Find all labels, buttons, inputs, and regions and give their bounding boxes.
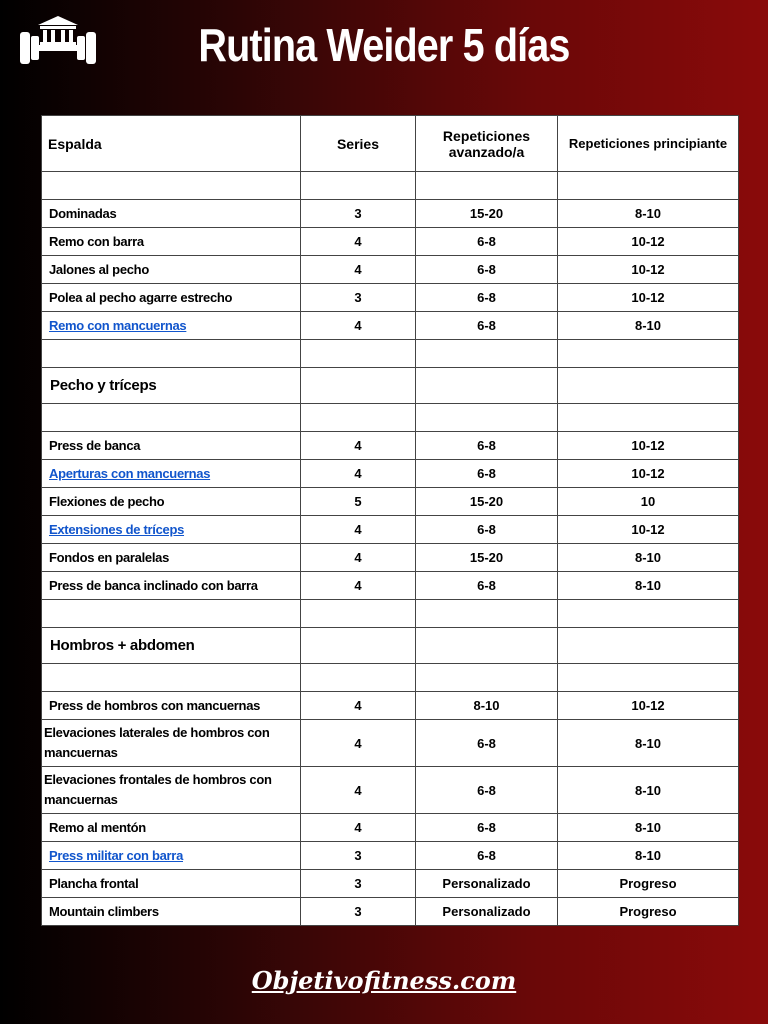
exercise-name <box>42 842 301 870</box>
exercise-name <box>42 720 301 767</box>
table-row <box>42 516 739 544</box>
advanced-reps: Personalizado <box>416 870 558 898</box>
advanced-reps: 6-8 <box>416 228 558 256</box>
series-value: 3 <box>301 870 416 898</box>
series-value: 4 <box>301 544 416 572</box>
table-row <box>42 488 739 516</box>
exercise-name <box>42 767 301 814</box>
exercise-name <box>42 460 301 488</box>
series-value: 4 <box>301 460 416 488</box>
empty-row <box>42 600 739 628</box>
empty-row <box>42 340 739 368</box>
header-advanced: Repeticiones avanzado/a <box>416 116 558 172</box>
beginner-reps: 10-12 <box>558 284 739 312</box>
section-title-pecho: Pecho y tríceps <box>42 368 301 404</box>
exercise-name: Mountain climbers <box>42 898 301 926</box>
table-row <box>42 544 739 572</box>
exercise-name-text: Elevaciones frontales de hombros con mancuernas <box>44 772 272 807</box>
series-value: 3 <box>301 200 416 228</box>
table-row <box>42 256 739 284</box>
table-row <box>42 460 739 488</box>
beginner-reps: Progreso <box>558 898 739 926</box>
section-row <box>42 368 739 404</box>
series-value: 4 <box>301 228 416 256</box>
table-row <box>42 898 739 926</box>
series-value: 4 <box>301 572 416 600</box>
series-value: 4 <box>301 814 416 842</box>
table-row <box>42 842 739 870</box>
table-row <box>42 814 739 842</box>
advanced-reps: 15-20 <box>416 544 558 572</box>
advanced-reps: 15-20 <box>416 488 558 516</box>
exercise-name: Jalones al pecho <box>42 256 301 284</box>
advanced-reps: 6-8 <box>416 767 558 814</box>
advanced-reps: 6-8 <box>416 814 558 842</box>
beginner-reps: 8-10 <box>558 312 739 340</box>
exercise-link-aperturas[interactable]: Aperturas con mancuernas <box>49 466 211 481</box>
exercise-link-press-militar[interactable]: Press militar con barra <box>49 848 183 863</box>
series-value: 5 <box>301 488 416 516</box>
table-row <box>42 692 739 720</box>
exercise-name: Press de banca <box>42 432 301 460</box>
advanced-reps: 6-8 <box>416 312 558 340</box>
header-beginner: Repeticiones principiante <box>558 116 739 172</box>
series-value: 4 <box>301 432 416 460</box>
section-row <box>42 628 739 664</box>
advanced-reps: Personalizado <box>416 898 558 926</box>
beginner-reps: 8-10 <box>558 544 739 572</box>
series-value: 3 <box>301 898 416 926</box>
routine-table <box>41 115 739 926</box>
exercise-name: Polea al pecho agarre estrecho <box>42 284 301 312</box>
beginner-reps: 8-10 <box>558 720 739 767</box>
advanced-reps: 6-8 <box>416 284 558 312</box>
header-espalda: Espalda <box>42 116 301 172</box>
exercise-name <box>42 516 301 544</box>
beginner-reps: 8-10 <box>558 842 739 870</box>
beginner-reps: 10-12 <box>558 256 739 284</box>
advanced-reps: 15-20 <box>416 200 558 228</box>
advanced-reps: 6-8 <box>416 842 558 870</box>
exercise-name: Remo con barra <box>42 228 301 256</box>
beginner-reps: 8-10 <box>558 814 739 842</box>
beginner-reps: Progreso <box>558 870 739 898</box>
table-row <box>42 200 739 228</box>
beginner-reps: 10-12 <box>558 228 739 256</box>
exercise-name <box>42 312 301 340</box>
table-header-row <box>42 116 739 172</box>
site-link[interactable]: Objetivofitness.com <box>251 966 517 995</box>
series-value: 4 <box>301 312 416 340</box>
advanced-reps: 8-10 <box>416 692 558 720</box>
table-row <box>42 312 739 340</box>
exercise-name: Dominadas <box>42 200 301 228</box>
advanced-reps: 6-8 <box>416 256 558 284</box>
exercise-name: Fondos en paralelas <box>42 544 301 572</box>
series-value: 3 <box>301 842 416 870</box>
exercise-link-extensiones[interactable]: Extensiones de tríceps <box>49 522 185 537</box>
table-row <box>42 720 739 767</box>
beginner-reps: 10 <box>558 488 739 516</box>
series-value: 4 <box>301 767 416 814</box>
exercise-name: Remo al mentón <box>42 814 301 842</box>
beginner-reps: 10-12 <box>558 516 739 544</box>
empty-row <box>42 172 739 200</box>
advanced-reps: 6-8 <box>416 720 558 767</box>
page-title: Rutina Weider 5 días <box>198 19 570 71</box>
advanced-reps: 6-8 <box>416 516 558 544</box>
advanced-reps: 6-8 <box>416 432 558 460</box>
table-row <box>42 870 739 898</box>
table-row <box>42 228 739 256</box>
series-value: 4 <box>301 516 416 544</box>
advanced-reps: 6-8 <box>416 572 558 600</box>
exercise-name: Flexiones de pecho <box>42 488 301 516</box>
beginner-reps: 10-12 <box>558 432 739 460</box>
exercise-name: Press de hombros con mancuernas <box>42 692 301 720</box>
beginner-reps: 8-10 <box>558 572 739 600</box>
exercise-name-text: Elevaciones laterales de hombros con mancuernas <box>44 725 270 760</box>
exercise-name: Plancha frontal <box>42 870 301 898</box>
beginner-reps: 8-10 <box>558 767 739 814</box>
beginner-reps: 8-10 <box>558 200 739 228</box>
series-value: 3 <box>301 284 416 312</box>
advanced-reps: 6-8 <box>416 460 558 488</box>
series-value: 4 <box>301 256 416 284</box>
beginner-reps: 10-12 <box>558 460 739 488</box>
header-series: Series <box>301 116 416 172</box>
exercise-link-remo-mancuernas[interactable]: Remo con mancuernas <box>49 318 187 333</box>
empty-row <box>42 664 739 692</box>
section-title-hombros: Hombros + abdomen <box>42 628 301 664</box>
table-row <box>42 432 739 460</box>
table-row <box>42 572 739 600</box>
table-row <box>42 767 739 814</box>
table-row <box>42 284 739 312</box>
series-value: 4 <box>301 720 416 767</box>
empty-row <box>42 404 739 432</box>
beginner-reps: 10-12 <box>558 692 739 720</box>
exercise-name: Press de banca inclinado con barra <box>42 572 301 600</box>
series-value: 4 <box>301 692 416 720</box>
